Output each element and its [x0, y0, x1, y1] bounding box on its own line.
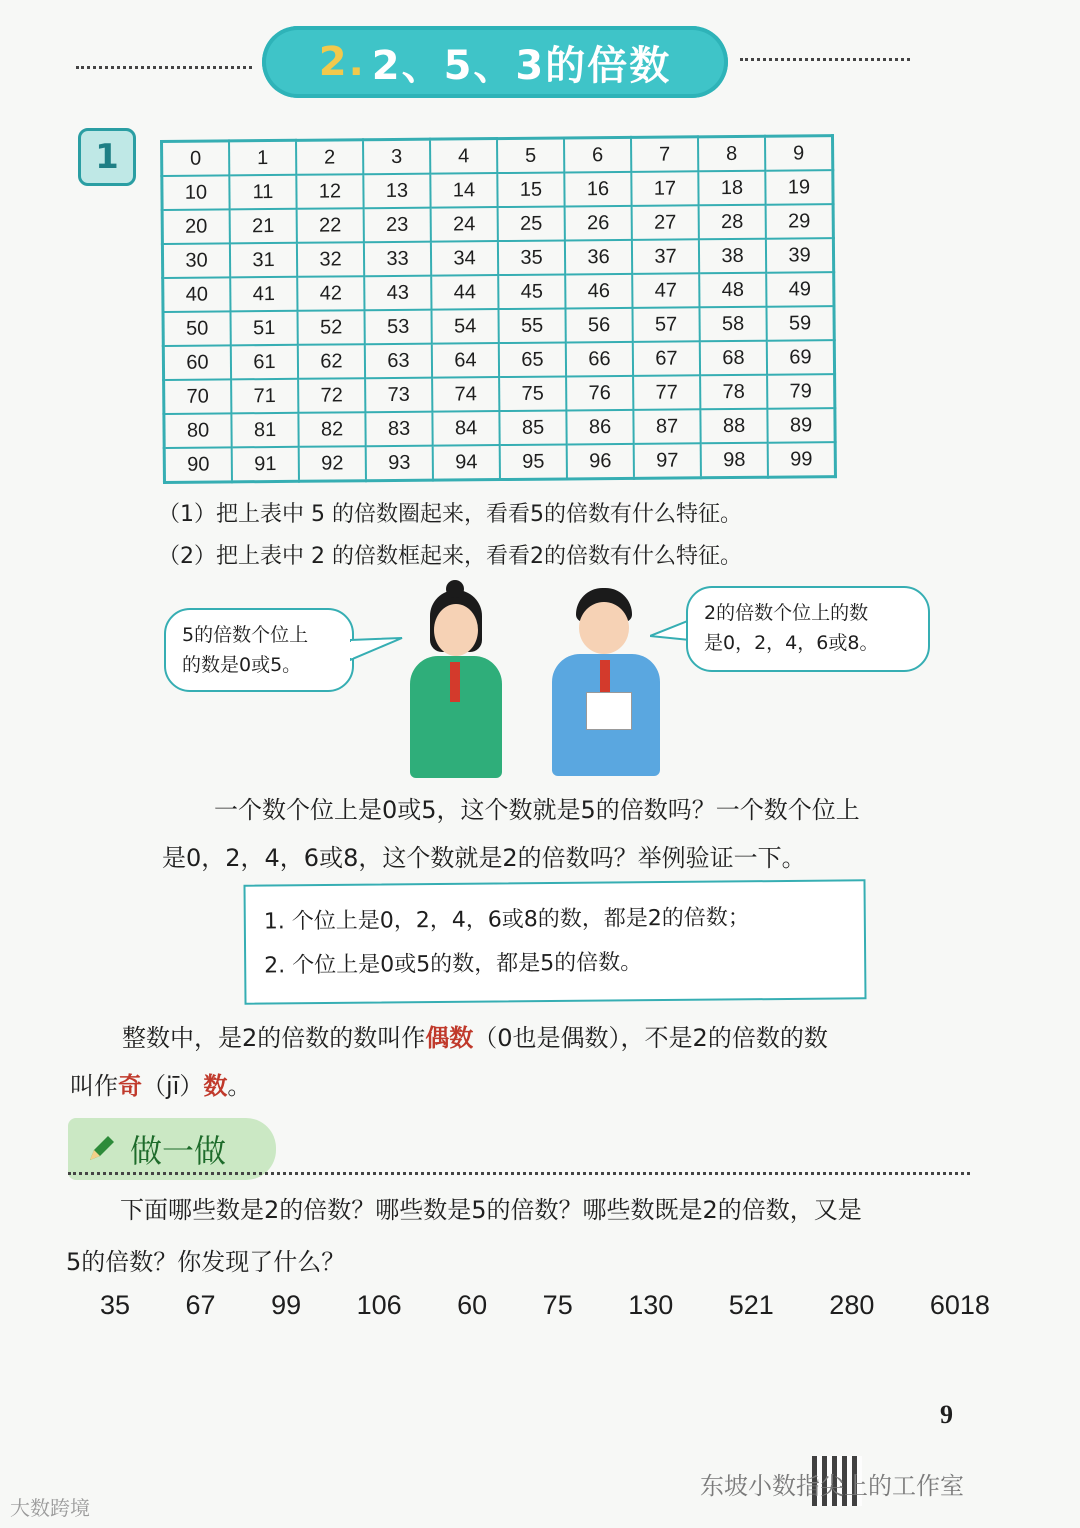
grid-cell: 15	[497, 172, 564, 207]
grid-cell: 23	[364, 208, 431, 243]
grid-cell: 24	[431, 207, 498, 242]
definition-text-a: 整数中，是2的倍数的数叫作	[122, 1024, 426, 1052]
definition-text-c: 叫作	[70, 1072, 118, 1100]
try-it-header	[68, 1118, 276, 1180]
boy-illustration	[546, 588, 666, 778]
grid-cell: 68	[700, 341, 767, 376]
try-it-dotted-line	[68, 1172, 970, 1175]
grid-row	[164, 408, 835, 448]
grid-cell: 27	[632, 205, 699, 240]
grid-cell: 21	[230, 209, 297, 244]
grid-cell: 84	[432, 411, 499, 446]
grid-cell: 70	[164, 379, 232, 414]
grid-cell: 7	[631, 137, 698, 172]
grid-row	[162, 136, 833, 176]
practice-number: 99	[271, 1290, 302, 1320]
definition-text-b: （0也是偶数），不是2的倍数的数	[473, 1024, 828, 1052]
grid-cell: 8	[698, 136, 765, 171]
even-term: 偶数	[425, 1024, 474, 1052]
grid-cell: 51	[230, 311, 297, 346]
rule-1: 1. 个位上是0，2，4，6或8的数，都是2的倍数；	[263, 905, 750, 935]
girl-speech-bubble	[164, 608, 354, 692]
grid-cell: 65	[499, 342, 566, 377]
grid-cell: 43	[364, 276, 431, 311]
grid-cell: 46	[565, 274, 632, 309]
grid-cell: 25	[498, 206, 565, 241]
definition-text-d: 。	[227, 1072, 252, 1100]
grid-cell: 57	[632, 307, 699, 342]
grid-cell: 82	[298, 412, 365, 447]
grid-cell: 67	[633, 341, 700, 376]
grid-cell: 6	[564, 137, 631, 172]
boy-bubble-line-2: 是0，2，4，6或8。	[704, 632, 879, 654]
girl-bubble-tail	[350, 636, 404, 666]
boy-speech-bubble	[686, 586, 930, 672]
grid-cell: 44	[431, 275, 498, 310]
grid-cell: 18	[698, 171, 765, 206]
grid-cell: 54	[431, 309, 498, 344]
grid-row	[164, 442, 835, 482]
grid-cell: 58	[699, 307, 766, 342]
grid-cell: 14	[430, 173, 497, 208]
grid-cell: 38	[699, 239, 766, 274]
grid-cell: 32	[297, 242, 364, 277]
grid-cell: 53	[364, 310, 431, 345]
grid-cell: 33	[364, 242, 431, 277]
odd-term-char: 奇	[118, 1072, 142, 1100]
grid-cell: 31	[230, 243, 297, 278]
try-prompt-line-1: 下面哪些数是2的倍数？哪些数是5的倍数？哪些数既是2的倍数，又是	[120, 1196, 862, 1224]
grid-cell: 12	[296, 174, 363, 209]
grid-cell: 9	[765, 136, 833, 171]
grid-cell: 99	[768, 442, 836, 477]
definition-line-2	[70, 1070, 251, 1102]
hundred-chart	[160, 134, 837, 484]
grid-cell: 66	[566, 342, 633, 377]
grid-cell: 98	[701, 443, 768, 478]
grid-cell: 40	[163, 277, 231, 312]
task-1: （1）把上表中 5 的倍数圈起来，看看5的倍数有什么特征。	[158, 502, 742, 527]
grid-cell: 94	[433, 445, 500, 480]
question-line-1: 一个数个位上是0或5，这个数就是5的倍数吗？一个数个位上	[214, 796, 860, 824]
grid-cell: 0	[162, 141, 230, 176]
grid-cell: 72	[298, 378, 365, 413]
practice-number: 6018	[929, 1290, 990, 1320]
grid-cell: 97	[634, 443, 701, 478]
girl-illustration	[400, 590, 510, 780]
grid-cell: 42	[297, 276, 364, 311]
grid-cell: 61	[231, 345, 298, 380]
grid-cell: 49	[766, 272, 834, 307]
grid-cell: 30	[162, 243, 230, 278]
practice-number: 60	[457, 1290, 488, 1320]
grid-cell: 47	[632, 273, 699, 308]
practice-number: 67	[185, 1290, 216, 1320]
grid-cell: 74	[432, 377, 499, 412]
corner-watermark: 大数跨境	[10, 1496, 90, 1520]
grid-cell: 92	[299, 446, 366, 481]
grid-cell: 22	[297, 208, 364, 243]
grid-cell: 39	[766, 238, 834, 273]
grid-cell: 62	[298, 344, 365, 379]
grid-cell: 79	[767, 374, 835, 409]
rule-summary-box	[243, 879, 866, 1004]
definition-line-1	[122, 1022, 828, 1054]
section-number: 2.	[318, 39, 366, 85]
page-number: 9	[940, 1400, 953, 1429]
grid-cell: 48	[699, 273, 766, 308]
grid-cell: 28	[699, 205, 766, 240]
practice-number: 521	[728, 1290, 774, 1320]
grid-cell: 20	[162, 209, 230, 244]
grid-cell: 5	[497, 138, 564, 173]
section-title: 2、5、3的倍数	[371, 42, 672, 89]
grid-cell: 78	[700, 375, 767, 410]
grid-cell: 80	[164, 413, 232, 448]
grid-cell: 89	[767, 408, 835, 443]
grid-cell: 52	[297, 310, 364, 345]
header-dotted-line-right	[740, 58, 910, 61]
try-prompt-line-2: 5的倍数？你发现了什么？	[66, 1248, 346, 1276]
section-header	[262, 26, 728, 98]
grid-cell: 69	[767, 340, 835, 375]
example-number-badge: 1	[78, 128, 136, 186]
task-2: （2）把上表中 2 的倍数框起来，看看2的倍数有什么特征。	[158, 544, 742, 569]
grid-cell: 93	[366, 446, 433, 481]
grid-cell: 36	[565, 240, 632, 275]
grid-cell: 77	[633, 375, 700, 410]
question-line-2: 是0，2，4，6或8，这个数就是2的倍数吗？举例验证一下。	[162, 844, 806, 872]
practice-number: 75	[542, 1290, 573, 1320]
grid-cell: 13	[363, 174, 430, 209]
girl-bubble-line-2: 的数是0或5。	[182, 654, 302, 676]
grid-cell: 11	[229, 175, 296, 210]
grid-cell: 64	[432, 343, 499, 378]
number-list	[100, 1290, 990, 1321]
rule-2: 2. 个位上是0或5的数，都是5的倍数。	[264, 950, 643, 979]
grid-cell: 60	[163, 345, 231, 380]
grid-cell: 16	[564, 172, 631, 207]
grid-cell: 75	[499, 376, 566, 411]
odd-pinyin: （jī）	[142, 1072, 204, 1100]
grid-cell: 4	[430, 139, 497, 174]
grid-cell: 90	[164, 447, 232, 482]
grid-cell: 26	[565, 206, 632, 241]
grid-cell: 50	[163, 311, 231, 346]
grid-cell: 88	[700, 409, 767, 444]
footer-watermark: 东坡小数指尖上的工作室	[700, 1472, 964, 1500]
grid-cell: 96	[567, 444, 634, 479]
practice-number: 280	[829, 1290, 875, 1320]
grid-cell: 91	[232, 447, 299, 482]
pencil-icon	[84, 1132, 118, 1166]
grid-cell: 76	[566, 376, 633, 411]
grid-cell: 63	[365, 344, 432, 379]
grid-cell: 85	[499, 410, 566, 445]
grid-cell: 71	[231, 379, 298, 414]
grid-cell: 19	[765, 170, 833, 205]
boy-bubble-line-1: 2的倍数个位上的数	[704, 602, 869, 624]
grid-cell: 56	[565, 308, 632, 343]
grid-cell: 83	[365, 412, 432, 447]
grid-cell: 95	[500, 444, 567, 479]
header-dotted-line-left	[76, 66, 252, 69]
grid-cell: 87	[633, 409, 700, 444]
grid-cell: 2	[296, 140, 363, 175]
grid-cell: 86	[566, 410, 633, 445]
grid-cell: 55	[498, 308, 565, 343]
grid-cell: 3	[363, 139, 430, 174]
grid-row	[164, 374, 835, 414]
grid-cell: 59	[766, 306, 834, 341]
practice-number: 35	[100, 1290, 131, 1320]
grid-cell: 35	[498, 240, 565, 275]
grid-cell: 34	[431, 241, 498, 276]
try-it-title: 做一做	[130, 1132, 227, 1170]
grid-row	[163, 340, 834, 380]
grid-cell: 17	[631, 171, 698, 206]
boy-bubble-tail	[650, 616, 690, 646]
practice-number: 130	[628, 1290, 674, 1320]
girl-bubble-line-1: 5的倍数个位上	[182, 624, 309, 646]
grid-cell: 1	[229, 140, 296, 175]
odd-term-char-2: 数	[203, 1072, 228, 1100]
grid-cell: 45	[498, 274, 565, 309]
grid-cell: 10	[162, 175, 230, 210]
grid-cell: 41	[230, 277, 297, 312]
grid-cell: 37	[632, 239, 699, 274]
grid-cell: 29	[766, 204, 834, 239]
grid-cell: 81	[231, 413, 298, 448]
practice-number: 106	[356, 1290, 402, 1320]
grid-cell: 73	[365, 378, 432, 413]
